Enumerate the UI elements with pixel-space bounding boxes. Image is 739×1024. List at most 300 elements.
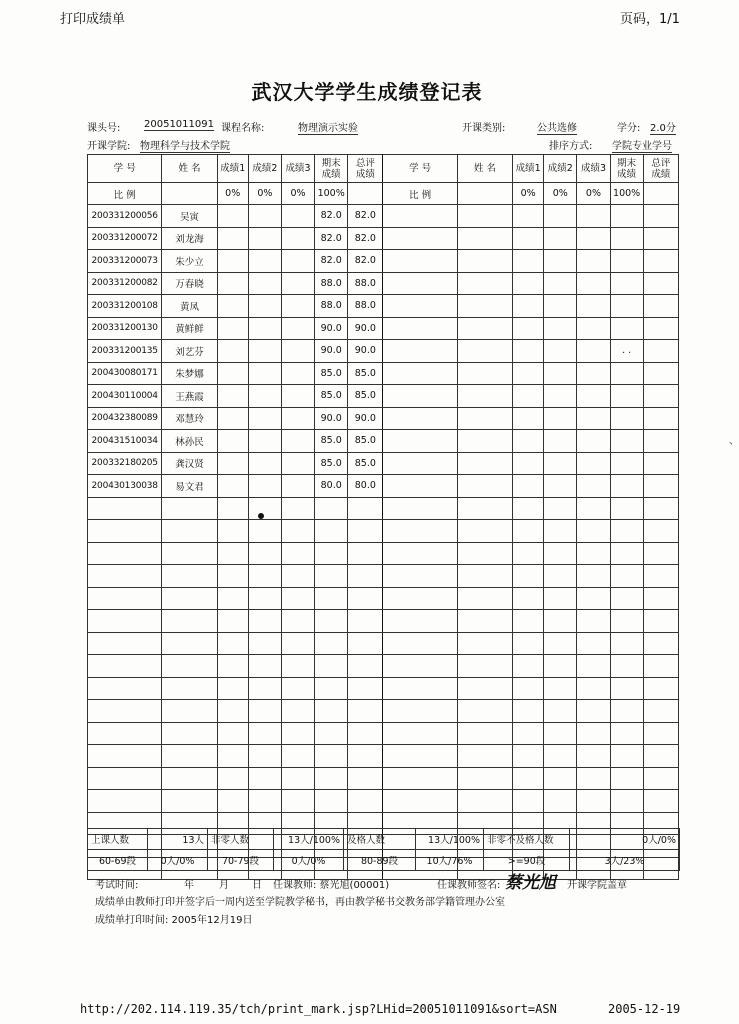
total-score: 90.0 <box>348 317 383 340</box>
table-row <box>88 272 679 295</box>
table-cell <box>544 745 577 768</box>
table-cell <box>457 632 512 655</box>
table-row <box>88 385 679 408</box>
table-cell <box>610 767 643 790</box>
table-cell <box>348 542 383 565</box>
table-cell <box>281 452 314 475</box>
table-cell <box>513 587 544 610</box>
table-cell <box>248 227 281 250</box>
summary-label: 70-79段 <box>208 850 274 871</box>
table-cell <box>315 745 348 768</box>
table-cell <box>217 520 248 543</box>
credit-label: 学分: <box>617 123 641 134</box>
table-cell <box>457 362 512 385</box>
table-cell <box>513 542 544 565</box>
table-cell <box>643 317 678 340</box>
page-date: 2005-12-19 <box>608 1002 681 1016</box>
table-cell <box>577 587 610 610</box>
table-cell <box>383 295 457 318</box>
table-cell <box>544 587 577 610</box>
table-cell <box>513 475 544 498</box>
table-cell <box>217 430 248 453</box>
table-cell <box>383 565 457 588</box>
table-cell <box>457 767 512 790</box>
table-cell <box>217 632 248 655</box>
table-row <box>88 677 679 700</box>
table-cell <box>610 610 643 633</box>
table-cell <box>577 632 610 655</box>
exam-day: 日 <box>252 880 262 891</box>
total-score: 85.0 <box>348 430 383 453</box>
table-cell <box>544 295 577 318</box>
summary-label: >=90段 <box>484 850 570 871</box>
table-cell <box>513 520 544 543</box>
table-cell <box>383 677 457 700</box>
summary-value: 0人/0% <box>570 829 680 850</box>
table-cell <box>457 497 512 520</box>
table-cell <box>281 250 314 273</box>
final-score: 85.0 <box>315 430 348 453</box>
table-cell <box>217 205 248 228</box>
table-cell <box>88 587 162 610</box>
total-score: 85.0 <box>348 385 383 408</box>
table-cell <box>643 587 678 610</box>
table-cell <box>457 745 512 768</box>
table-cell <box>610 385 643 408</box>
table-cell <box>610 632 643 655</box>
table-row <box>88 430 679 453</box>
table-cell <box>217 655 248 678</box>
table-cell <box>643 677 678 700</box>
table-cell <box>217 700 248 723</box>
table-cell <box>643 227 678 250</box>
exam-time-label: 考试时间: <box>95 880 139 891</box>
table-row <box>88 767 679 790</box>
table-cell <box>248 295 281 318</box>
summary-value: 13人/100% <box>274 829 344 850</box>
table-cell <box>281 790 314 813</box>
page-number: 页码，1/1 <box>620 12 680 27</box>
table-cell <box>577 295 610 318</box>
table-cell <box>610 790 643 813</box>
ratio-value: 0% <box>281 183 314 205</box>
table-cell <box>315 497 348 520</box>
table-cell <box>577 700 610 723</box>
summary-row <box>88 850 680 871</box>
table-cell <box>162 722 217 745</box>
table-cell <box>217 250 248 273</box>
final-score: 82.0 <box>315 250 348 273</box>
table-row <box>88 250 679 273</box>
table-cell <box>383 767 457 790</box>
table-cell <box>383 272 457 295</box>
final-score: 85.0 <box>315 452 348 475</box>
table-cell <box>281 587 314 610</box>
table-row <box>88 227 679 250</box>
summary-value: 3人/23% <box>570 850 680 871</box>
table-cell <box>88 722 162 745</box>
table-cell <box>544 632 577 655</box>
summary-table <box>87 828 680 871</box>
table-cell <box>457 565 512 588</box>
table-row <box>88 655 679 678</box>
table-cell <box>348 183 383 205</box>
course-name: 物理演示实验 <box>298 119 358 135</box>
student-id: 200432380089 <box>88 407 162 430</box>
table-cell <box>513 452 544 475</box>
table-cell <box>544 542 577 565</box>
summary-value: 0人/0% <box>148 850 208 871</box>
table-cell <box>281 272 314 295</box>
table-row <box>88 497 679 520</box>
table-cell <box>643 295 678 318</box>
table-cell <box>544 385 577 408</box>
table-cell <box>577 767 610 790</box>
table-cell <box>544 565 577 588</box>
table-row <box>88 295 679 318</box>
table-cell <box>610 565 643 588</box>
column-header: 成绩2 <box>544 155 577 183</box>
table-cell <box>383 227 457 250</box>
table-cell <box>457 542 512 565</box>
total-score: 85.0 <box>348 452 383 475</box>
table-cell <box>457 655 512 678</box>
student-name: 龚汉贤 <box>162 452 217 475</box>
table-cell <box>457 475 512 498</box>
table-cell <box>457 295 512 318</box>
table-cell <box>248 497 281 520</box>
table-cell <box>610 295 643 318</box>
table-row <box>88 362 679 385</box>
table-cell <box>248 340 281 363</box>
table-cell <box>457 430 512 453</box>
summary-row <box>88 829 680 850</box>
table-row <box>88 565 679 588</box>
final-score: 88.0 <box>315 272 348 295</box>
student-id: 200331200073 <box>88 250 162 273</box>
table-cell <box>383 250 457 273</box>
table-cell <box>348 632 383 655</box>
table-cell <box>383 655 457 678</box>
exam-year: 年 <box>184 880 194 891</box>
table-cell <box>544 362 577 385</box>
ratio-value: 100% <box>315 183 348 205</box>
summary-value: 10人/76% <box>416 850 484 871</box>
table-cell <box>643 745 678 768</box>
student-name: 易文君 <box>162 475 217 498</box>
table-cell <box>513 205 544 228</box>
ratio-value: 0% <box>248 183 281 205</box>
summary-value: 0人/0% <box>274 850 344 871</box>
column-header: 学 号 <box>383 155 457 183</box>
table-cell <box>348 520 383 543</box>
ratio-label: 比 例 <box>383 183 457 205</box>
summary-value: 13人/100% <box>416 829 484 850</box>
total-score: 82.0 <box>348 205 383 228</box>
column-header: 成绩1 <box>513 155 544 183</box>
table-cell <box>248 430 281 453</box>
student-id: 200332180205 <box>88 452 162 475</box>
table-cell <box>610 587 643 610</box>
table-cell <box>577 430 610 453</box>
table-cell <box>577 722 610 745</box>
table-cell <box>513 767 544 790</box>
table-cell <box>643 520 678 543</box>
student-name: 黄凤 <box>162 295 217 318</box>
table-header-row <box>88 155 679 183</box>
document-title: 武汉大学学生成绩登记表 <box>251 80 483 104</box>
table-cell <box>217 767 248 790</box>
table-cell <box>248 700 281 723</box>
table-cell <box>643 272 678 295</box>
table-cell <box>457 790 512 813</box>
table-cell <box>248 205 281 228</box>
total-score: 82.0 <box>348 227 383 250</box>
table-cell <box>383 497 457 520</box>
total-score: 88.0 <box>348 272 383 295</box>
table-cell <box>544 722 577 745</box>
table-cell <box>217 677 248 700</box>
table-cell <box>544 790 577 813</box>
table-cell <box>248 677 281 700</box>
total-score: 90.0 <box>348 340 383 363</box>
table-cell <box>610 520 643 543</box>
table-cell <box>217 317 248 340</box>
sort-label: 排序方式: <box>549 141 593 152</box>
table-cell <box>643 385 678 408</box>
column-header: 成绩3 <box>577 155 610 183</box>
ink-dot <box>258 513 264 519</box>
table-cell <box>217 745 248 768</box>
table-cell <box>577 362 610 385</box>
table-cell <box>88 655 162 678</box>
table-cell <box>88 767 162 790</box>
table-cell <box>348 745 383 768</box>
table-row <box>88 587 679 610</box>
table-cell <box>217 385 248 408</box>
ratio-row <box>88 183 679 205</box>
column-header: 姓 名 <box>162 155 217 183</box>
table-cell <box>643 542 678 565</box>
table-cell <box>577 385 610 408</box>
table-cell <box>248 385 281 408</box>
table-cell <box>643 205 678 228</box>
final-score: 82.0 <box>315 227 348 250</box>
student-id: 200331200072 <box>88 227 162 250</box>
student-name: 吴寅 <box>162 205 217 228</box>
table-cell <box>348 565 383 588</box>
table-cell <box>315 655 348 678</box>
table-cell <box>248 272 281 295</box>
table-cell <box>457 700 512 723</box>
table-cell <box>217 340 248 363</box>
table-cell <box>577 542 610 565</box>
table-cell <box>577 340 610 363</box>
table-cell <box>383 340 457 363</box>
summary-label: 60-69段 <box>88 850 148 871</box>
table-cell <box>610 452 643 475</box>
table-cell <box>217 587 248 610</box>
table-cell <box>457 610 512 633</box>
table-cell <box>162 790 217 813</box>
table-cell <box>217 722 248 745</box>
student-name: 刘龙海 <box>162 227 217 250</box>
table-cell <box>577 520 610 543</box>
table-cell <box>513 317 544 340</box>
table-row <box>88 205 679 228</box>
student-name: 万春晓 <box>162 272 217 295</box>
student-name: 林孙民 <box>162 430 217 453</box>
final-score: 82.0 <box>315 205 348 228</box>
summary-value: 13人 <box>148 829 208 850</box>
table-cell <box>281 745 314 768</box>
table-cell <box>577 497 610 520</box>
table-cell <box>544 272 577 295</box>
table-cell <box>88 632 162 655</box>
table-cell <box>610 497 643 520</box>
table-cell <box>383 632 457 655</box>
table-cell <box>577 790 610 813</box>
table-cell <box>281 632 314 655</box>
table-cell <box>281 295 314 318</box>
table-cell <box>383 790 457 813</box>
student-name: 王燕霞 <box>162 385 217 408</box>
table-cell <box>643 700 678 723</box>
table-cell <box>217 407 248 430</box>
table-cell <box>513 250 544 273</box>
table-cell <box>383 542 457 565</box>
table-cell <box>610 407 643 430</box>
table-cell <box>577 452 610 475</box>
table-cell <box>610 430 643 453</box>
course-id: 20051011091 <box>144 119 214 130</box>
table-cell <box>248 790 281 813</box>
page-url: http://202.114.119.35/tch/print_mark.jsp?LHid=20051011091&sort=ASN <box>80 1002 557 1016</box>
table-cell <box>162 700 217 723</box>
table-cell <box>383 520 457 543</box>
table-cell <box>610 722 643 745</box>
table-cell <box>162 632 217 655</box>
table-cell <box>217 227 248 250</box>
table-cell <box>248 407 281 430</box>
table-cell <box>383 452 457 475</box>
table-cell <box>643 767 678 790</box>
table-cell <box>383 205 457 228</box>
table-cell <box>643 475 678 498</box>
table-cell <box>544 430 577 453</box>
total-score: 90.0 <box>348 407 383 430</box>
final-score: 85.0 <box>315 362 348 385</box>
table-cell <box>315 610 348 633</box>
column-header: 总评 成绩 <box>643 155 678 183</box>
table-cell <box>544 610 577 633</box>
table-cell <box>281 385 314 408</box>
table-cell <box>383 745 457 768</box>
table-cell <box>281 700 314 723</box>
table-cell <box>643 430 678 453</box>
table-cell <box>248 587 281 610</box>
table-cell <box>162 565 217 588</box>
table-cell <box>248 475 281 498</box>
final-score: 90.0 <box>315 407 348 430</box>
table-cell <box>315 565 348 588</box>
ratio-value: 0% <box>577 183 610 205</box>
table-cell <box>513 677 544 700</box>
table-row <box>88 722 679 745</box>
table-cell <box>513 497 544 520</box>
course-name-label: 课程名称: <box>221 123 265 134</box>
table-cell <box>457 317 512 340</box>
table-cell <box>217 497 248 520</box>
table-cell <box>643 632 678 655</box>
submission-note: 成绩单由教师打印并签字后一周内送至学院教学秘书，再由教学秘书交教务部学籍管理办公室 <box>95 897 505 908</box>
table-cell <box>348 790 383 813</box>
table-cell <box>383 475 457 498</box>
edge-mark: 、 <box>729 436 739 447</box>
table-cell <box>457 587 512 610</box>
table-cell <box>610 677 643 700</box>
final-score: 85.0 <box>315 385 348 408</box>
table-cell <box>513 272 544 295</box>
table-cell <box>348 767 383 790</box>
table-row <box>88 340 679 363</box>
table-cell <box>457 340 512 363</box>
column-header: 期末 成绩 <box>315 155 348 183</box>
table-cell <box>162 497 217 520</box>
table-cell <box>577 250 610 273</box>
course-type: 公共选修 <box>537 119 577 135</box>
page-header-title: 打印成绩单 <box>60 12 126 27</box>
table-cell <box>513 227 544 250</box>
table-cell <box>248 722 281 745</box>
table-cell <box>383 722 457 745</box>
table-cell <box>217 475 248 498</box>
total-score: 82.0 <box>348 250 383 273</box>
table-cell <box>315 722 348 745</box>
table-cell <box>162 610 217 633</box>
table-cell <box>513 565 544 588</box>
table-cell <box>643 790 678 813</box>
table-cell <box>643 610 678 633</box>
column-header: 成绩2 <box>248 155 281 183</box>
table-cell <box>513 340 544 363</box>
table-cell <box>88 520 162 543</box>
student-name: 黄鲜鲜 <box>162 317 217 340</box>
student-id: 200331200135 <box>88 340 162 363</box>
final-score: 80.0 <box>315 475 348 498</box>
table-cell <box>248 632 281 655</box>
table-cell <box>348 610 383 633</box>
table-cell <box>610 700 643 723</box>
summary-label: 上课人数 <box>88 829 148 850</box>
student-id: 200331200108 <box>88 295 162 318</box>
table-cell <box>88 610 162 633</box>
table-cell <box>281 677 314 700</box>
sort-order: 学院专业学号 <box>612 137 672 153</box>
table-cell <box>610 475 643 498</box>
table-cell <box>544 767 577 790</box>
table-cell <box>281 655 314 678</box>
table-row <box>88 610 679 633</box>
table-cell <box>383 385 457 408</box>
table-row <box>88 745 679 768</box>
table-cell <box>513 295 544 318</box>
table-cell <box>457 227 512 250</box>
table-cell <box>643 250 678 273</box>
table-cell <box>162 767 217 790</box>
table-cell <box>88 542 162 565</box>
table-cell <box>544 700 577 723</box>
